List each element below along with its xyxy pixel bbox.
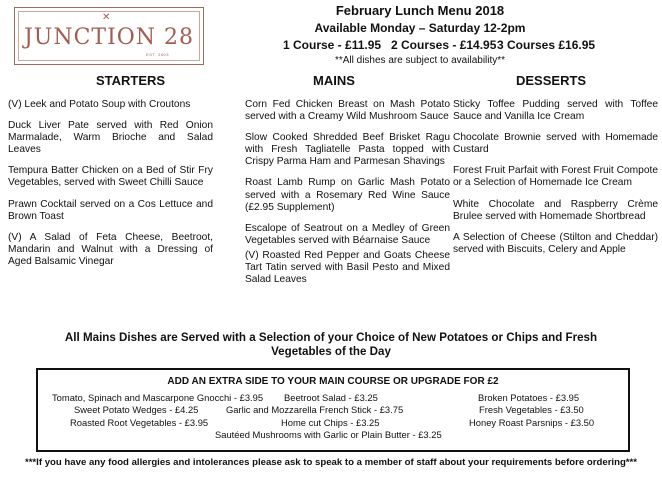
side-item: Roasted Root Vegetables - £3.95 (70, 417, 209, 428)
list-item: Forest Fruit Parfait with Forest Fruit Compote or a Selection of Homemade Ice Cream (453, 165, 658, 189)
list-item: Slow Cooked Shredded Beef Brisket Ragu with Fresh Tagliatelle Pasta topped with Crispy Parma Ham and Parmesan Shavings (245, 132, 450, 168)
side-item: Broken Potatoes - £3.95 (478, 392, 580, 403)
list-item: A Selection of Cheese (Stilton and Cheddar) served with Biscuits, Celery and Apple (453, 231, 658, 255)
list-item: Sticky Toffee Pudding served with Toffee Sauce and Vanilla Ice Cream (453, 99, 658, 123)
side-item: Fresh Vegetables - £3.50 (479, 404, 584, 415)
menu-title: February Lunch Menu 2018 (335, 3, 505, 18)
list-item: White Chocolate and Raspberry Crème Brulee served with Homemade Shortbread (453, 198, 658, 222)
price-2-courses: 2 Courses - £14.95 (391, 38, 497, 52)
mains-accompaniment-note: All Mains Dishes are Served with a Selection of your Choice of New Potatoes or Chips and Fresh Vegetables of the Day (64, 331, 598, 358)
cutlery-icon: ✕ (102, 12, 111, 23)
price-3-courses: 3 Courses £16.95 (497, 38, 596, 52)
side-item: Tomato, Spinach and Mascarpone Gnocchi - £3.95 (52, 392, 264, 403)
availability-note: **All dishes are subject to availability** (334, 55, 506, 66)
starters-list (8, 99, 213, 277)
allergy-notice: ***If you have any food allergies and intolerances please ask to speak to a member of staff about your requirements before ordering*** (24, 457, 638, 468)
list-item: Roast Lamb Rump on Garlic Mash Potato served with a Rosemary Red Wine Sauce (£2.95 Supplement) (245, 177, 450, 213)
availability-text: Available Monday – Saturday 12-2pm (314, 21, 526, 35)
list-item: (V) A Salad of Feta Cheese, Beetroot, Mandarin and Walnut with a Dressing of Aged Balsamic Vinegar (8, 231, 213, 267)
mains-heading: MAINS (313, 73, 355, 88)
list-item: Corn Fed Chicken Breast on Mash Potato served with a Creamy Wild Mushroom Sauce (245, 99, 450, 123)
desserts-heading: DESSERTS (516, 73, 587, 88)
restaurant-logo (14, 7, 204, 65)
list-item: Chocolate Brownie served with Homemade Custard (453, 132, 658, 156)
price-1-course: 1 Course - £11.95 (283, 38, 382, 52)
mains-list (245, 99, 450, 295)
desserts-list (453, 99, 658, 265)
sides-title: ADD AN EXTRA SIDE TO YOUR MAIN COURSE OR UPGRADE FOR £2 (167, 376, 499, 387)
side-item: Beetroot Salad - £3.25 (284, 392, 378, 403)
list-item: Escalope of Seatrout on a Medley of Green Vegetables served with Béarnaise Sauce (245, 222, 450, 246)
side-item: Home cut Chips - £3.25 (281, 417, 380, 428)
side-item: Honey Roast Parsnips - £3.50 (469, 417, 595, 428)
list-item: Prawn Cocktail served on a Cos Lettuce and Brown Toast (8, 198, 213, 222)
logo-tagline: EST. 2003 (146, 52, 169, 57)
logo-text: JUNCTION 28 (23, 25, 195, 50)
extra-sides-box (36, 368, 630, 452)
side-item: Sweet Potato Wedges - £4.25 (74, 404, 199, 415)
side-item: Garlic and Mozzarella French Stick - £3.75 (226, 404, 404, 415)
side-item: Sautéed Mushrooms with Garlic or Plain Butter - £3.25 (215, 429, 442, 440)
starters-heading: STARTERS (96, 73, 166, 88)
list-item: (V) Roasted Red Pepper and Goats Cheese Tart Tatin served with Basil Pesto and Mixed Salad Leaves (245, 249, 450, 286)
list-item: Tempura Batter Chicken on a Bed of Stir Fry Vegetables, served with Sweet Chilli Sauce (8, 165, 213, 189)
list-item: Duck Liver Pate served with Red Onion Marmalade, Warm Brioche and Salad Leaves (8, 120, 213, 156)
list-item: (V) Leek and Potato Soup with Croutons (8, 99, 191, 110)
